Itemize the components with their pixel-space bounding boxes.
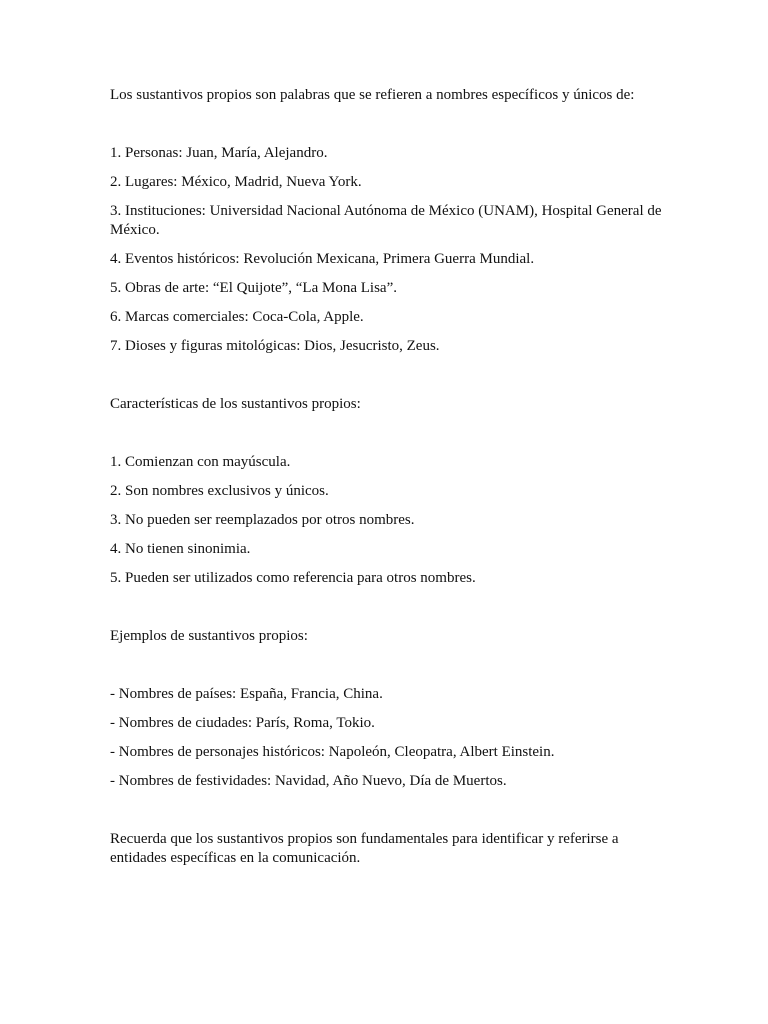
examples-heading: Ejemplos de sustantivos propios: [110, 628, 308, 644]
characteristic-item: 1. Comienzan con mayúscula. [110, 454, 291, 470]
characteristic-item: 4. No tienen sinonimia. [110, 541, 251, 557]
example-item: - Nombres de países: España, Francia, China. [110, 686, 383, 702]
characteristic-item: 3. No pueden ser reemplazados por otros nombres. [110, 512, 415, 528]
example-item: - Nombres de personajes históricos: Napoleón, Cleopatra, Albert Einstein. [110, 744, 555, 760]
example-item: - Nombres de festividades: Navidad, Año Nuevo, Día de Muertos. [110, 773, 507, 789]
characteristic-item: 2. Son nombres exclusivos y únicos. [110, 483, 329, 499]
category-item-lugares: 2. Lugares: México, Madrid, Nueva York. [110, 174, 362, 190]
category-item-instituciones: 3. Instituciones: Universidad Nacional Autónoma de México (UNAM), Hospital General de México. [110, 203, 662, 238]
category-item-dioses: 7. Dioses y figuras mitológicas: Dios, Jesucristo, Zeus. [110, 338, 440, 354]
category-item-marcas: 6. Marcas comerciales: Coca-Cola, Apple. [110, 309, 364, 325]
example-item: - Nombres de ciudades: París, Roma, Tokio. [110, 715, 375, 731]
characteristic-item: 5. Pueden ser utilizados como referencia para otros nombres. [110, 570, 476, 586]
characteristics-heading: Características de los sustantivos propios: [110, 396, 361, 412]
conclusion-paragraph: Recuerda que los sustantivos propios son fundamentales para identificar y referirse a entidades específicas en la comunicación. [110, 831, 619, 866]
category-item-personas: 1. Personas: Juan, María, Alejandro. [110, 145, 328, 161]
intro-paragraph: Los sustantivos propios son palabras que se refieren a nombres específicos y únicos de: [110, 87, 635, 103]
category-item-obras: 5. Obras de arte: “El Quijote”, “La Mona Lisa”. [110, 280, 397, 296]
category-item-eventos: 4. Eventos históricos: Revolución Mexicana, Primera Guerra Mundial. [110, 251, 535, 267]
